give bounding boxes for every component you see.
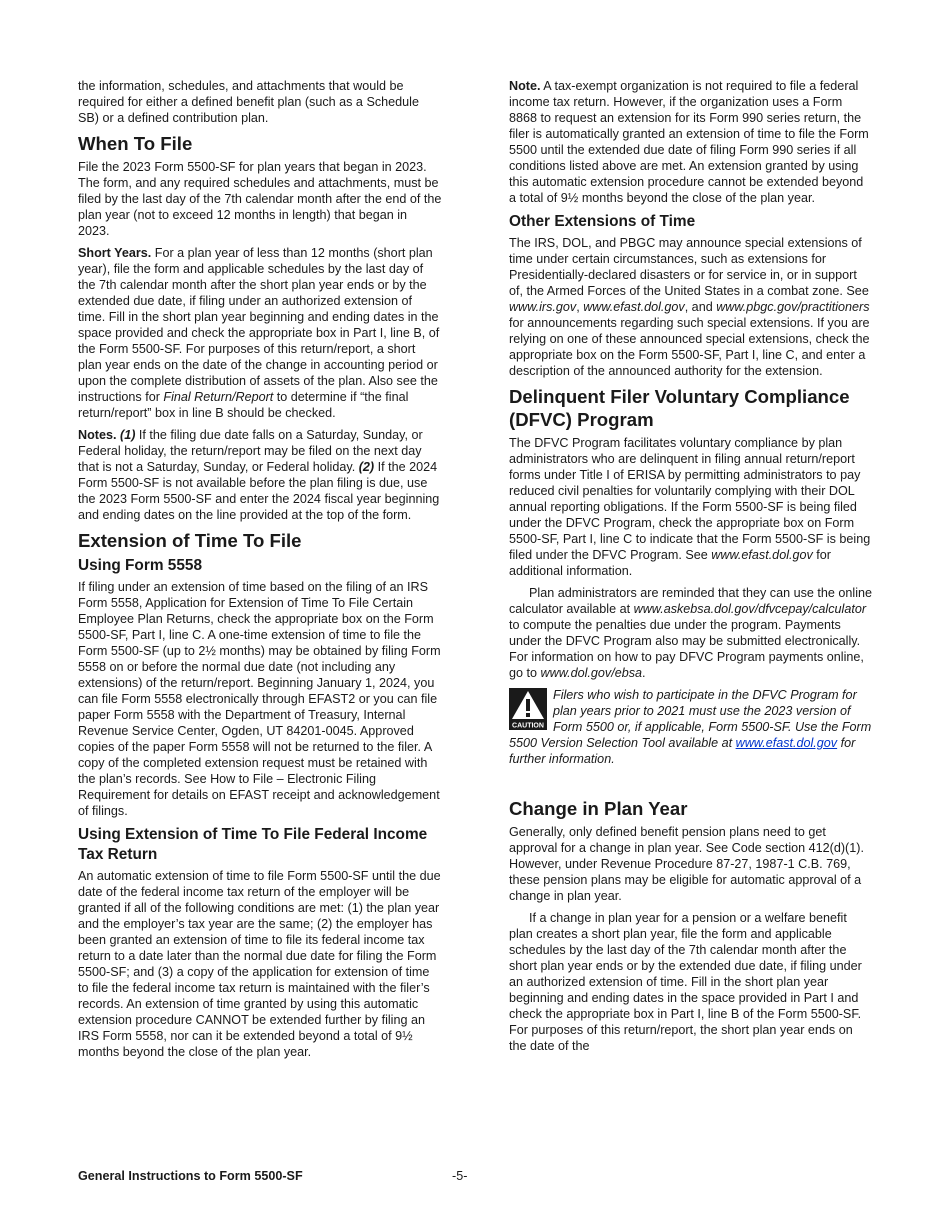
other-extensions-heading: Other Extensions of Time <box>509 213 696 230</box>
footer-title: General Instructions to Form 5500-SF <box>78 1169 303 1183</box>
notes-label: Notes. <box>78 428 117 442</box>
other-extensions-paragraph: The IRS, DOL, and PBGC may announce special extensions of time under certain circumstances, such as extensions for Presidentially-declared disasters or for service in, or in support of, the Armed Forces of the United States in a combat zone. See www.irs.gov, www.efast.dol.gov, and www.pbgc.gov/practitioners for announcements regarding such special extensions. If you are relying on one of these announced special extensions, check the appropriate box on the Form 5500-SF, Part I, line C, and enter a description of the announced authority for the extension. <box>509 236 870 378</box>
caution-label: CAUTION <box>512 722 544 730</box>
using-form-5558-paragraph: If filing under an extension of time based on the filing of an IRS Form 5558, Application for Extension of Time To File Certain Employee Plan Returns, check the appropriate box on the Form 5500-SF, Part I, line C. A one-time extension of time to file the Form 5500-SF (up to 2½ months) may be obtained by filing Form 5558 on or before the normal due date (not including any extensions) of the return/report. Beginning January 1, 2024, you can file Form 5558 electronically through EFAST2 or you can file paper Form 5558 with the Department of Treasury, Internal Revenue Service Center, Ogden, UT 84201-0045. Approved copies of the paper Form 5558 will not be returned to the filer. A copy of the completed extension request must be retained with the plan’s records. See How to File – Electronic Filing Requirement for details on EFAST receipt and acknowledgement of filings. <box>78 580 441 818</box>
when-to-file-heading: When To File <box>78 133 193 154</box>
caution-text: Filers who wish to participate in the DFVC Program for plan years prior to 2021 must use the 2023 version of Form 5500 or, if applicable, Form 5500-SF. Use the Form 5500 Version Selection Tool available at www.efast.dol.gov for further information. <box>509 688 872 766</box>
short-years-label: Short Years. <box>78 246 152 260</box>
federal-extension-paragraph: An automatic extension of time to file Form 5500-SF until the due date of the federal income tax return of the employer will be granted if all of the following conditions are met: (1) the plan year and the employer’s tax year are the same; (2) the employer has been granted an extension of time to file its federal income tax return to a date later than the normal due date for filing the Form 5500-SF; and (3) a copy of the application for extension of time to file the federal income tax return is maintained with the filer’s records. An extension of time granted by using this automatic extension procedure CANNOT be extended further by filing an IRS Form 5558, nor can it be extended beyond a total of 9½ months beyond the close of the plan year. <box>78 869 441 1059</box>
dfvc-paragraph-2: Plan administrators are reminded that they can use the online calculator available at www.askebsa.dol.gov/dfvcepay/calculator to compute the penalties due under the program. Payments under the DFVC Program also may be submitted electronically. For information on how to pay DFVC Program payments online, go to www.dol.gov/ebsa. <box>509 586 873 680</box>
intro-paragraph: the information, schedules, and attachments that would be required for either a defined benefit plan (such as a Schedule SB) or a defined contribution plan. <box>78 79 419 125</box>
dfvc-heading: Delinquent Filer Voluntary Compliance (DFVC) Program <box>509 386 850 430</box>
efast-link[interactable]: www.efast.dol.gov <box>735 736 838 750</box>
change-plan-year-paragraph-1: Generally, only defined benefit pension plans need to get approval for a change in plan year. See Code section 412(d)(1). However, under Revenue Procedure 87-27, 1987-1 C.B. 769, these pension plans may be eligible for automatic approval of a change in plan year. <box>509 825 864 903</box>
extension-heading: Extension of Time To File <box>78 530 302 551</box>
using-form-5558-heading: Using Form 5558 <box>78 557 203 574</box>
change-plan-year-paragraph-2: If a change in plan year for a pension or a welfare benefit plan creates a short plan year, file the form and applicable schedules by the last day of the 7th calendar month after the short plan year ends or by the extended due date, if filing under an authorized extension of time. Fill in the short plan year beginning and ending dates in the space provided in Part I and check the appropriate box in Part I, line B of the Form 5500-SF. For purposes of this return/report, the short plan year ends on the date of the <box>509 911 862 1053</box>
page-number: -5- <box>452 1169 468 1183</box>
federal-extension-heading: Using Extension of Time To File Federal Income Tax Return <box>78 826 428 863</box>
caution-box <box>509 687 873 767</box>
change-plan-year-heading: Change in Plan Year <box>509 798 688 819</box>
when-to-file-paragraph: File the 2023 Form 5500-SF for plan years that began in 2023. The form, and any required schedules and attachments, must be filed by the last day of the 7th calendar month after the end of the plan year (not to exceed 12 months in length) that began in 2023. <box>78 160 442 238</box>
note-paragraph: Note. A tax-exempt organization is not required to file a federal income tax return. However, if the organization uses a Form 8868 to request an extension for its Form 990 series return, the filer is automatically granted an extension of time to file the Form 5500 until the extended due date of filing Form 990 series if all conditions listed above are met. An extension granted by using this automatic extension procedure cannot be extended beyond a total of 9½ months beyond the close of the plan year. <box>509 79 869 205</box>
notes-paragraph: Notes. (1) If the filing due date falls on a Saturday, Sunday, or Federal holiday, the return/report may be filed on the next day that is not a Saturday, Sunday, or Federal holiday. (2) If the 2024 Form 5500-SF is not available before the plan filing is due, use the 2023 Form 5500-SF and enter the 2024 fiscal year beginning and ending dates on the line provided at the top of the form. <box>78 428 440 522</box>
left-column <box>78 78 442 1066</box>
right-column <box>509 78 873 1060</box>
note-label: Note. <box>509 79 541 93</box>
caution-icon <box>509 688 547 730</box>
short-years-paragraph: Short Years. For a plan year of less than 12 months (short plan year), file the form and applicable schedules by the last day of the 7th calendar month after the short plan year ends or by the extended due date, if filing under an authorized extension of time. Fill in the short plan year beginning and ending dates in the space provided and check the appropriate box in Part I, line B, of the Form 5500-SF. For purposes of this return/report, a short plan year ends on the date of the change in accounting period or upon the complete distribution of assets of the plan. Also see the instructions for Final Return/Report to determine if “the final return/report” box in line B should be checked. <box>78 246 440 420</box>
dfvc-paragraph-1: The DFVC Program facilitates voluntary compliance by plan administrators who are delinquent in filing annual return/report forms under Title I of ERISA by permitting administrators to pay reduced civil penalties for voluntarily complying with their DOL annual reporting obligations. If the Form 5500-SF is being filed under the DFVC Program, check the appropriate box on Form 5500-SF, Part I, line C to indicate that the Form 5500-SF is being filed under the DFVC Program. See www.efast.dol.gov for additional information. <box>509 436 871 578</box>
spacer <box>509 773 873 795</box>
page-footer <box>78 1169 873 1185</box>
